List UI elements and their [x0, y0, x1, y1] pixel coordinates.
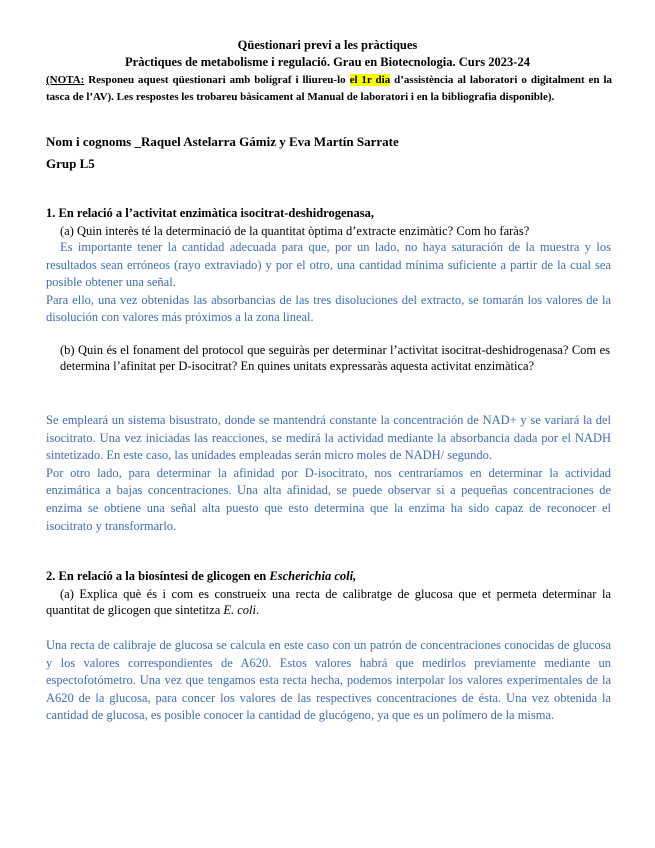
answer-1b-paragraph-1: Se empleará un sistema bisustrato, donde se mantendrá constante la concentración de NAD+ y se variará la del isocitrato. Una vez iniciadas las reacciones, se medirá la actividad mediante la absorbancia dada por el NADH sintetizado. En este caso, las unidades empleadas serán micro moles de NADH/ segundo.	[46, 413, 611, 463]
section-2-heading-text: 2. En relació a la biosíntesi de glicogen en	[46, 569, 270, 583]
question-2a-species: E. coli	[223, 603, 257, 617]
section-2-heading-species: Escherichia coli,	[269, 569, 357, 583]
answer-1a	[46, 239, 611, 327]
question-2a-text: (a) Explica què és i com es construeix una recta de calibratge de glucosa que et permeta determinar la quantitat de glicogen que sintetitza	[46, 587, 611, 617]
note-label: (NOTA:	[46, 74, 85, 86]
answer-1a-paragraph-2: Para ello, una vez obtenidas las absorbancias de las tres disoluciones del extracto, se tomarán los valores de la disolución con valores más próximos a la zona lineal.	[46, 292, 611, 325]
student-names: Nom i cognoms _Raquel Astelarra Gámiz y Eva Martín Sarrate	[46, 134, 399, 149]
answer-2a-paragraph: Una recta de calibraje de glucosa se calcula en este caso con un patrón de concentraciones conocidas de glucosa y los valores correspondientes de A620. Estos valores habrá que medirlos previamente mediante un espectofotómetro. Una vez que tengamos esta recta hecha, podemos interpolar los valores experimentales de la A620 de la glucosa, para concer los valores de las respectives concentraciones de ésta. Una vez obtenida la cantidad de glucosa, es posible conocer la cantidad de glucógeno, ya que es un polímero de la misma.	[46, 638, 611, 723]
question-1b: (b) Quin és el fonament del protocol que seguiràs per determinar l’activitat isocitrat-deshidrogenasa? Com es determina l’afinitat per D-isocitrat? En quines unitats expressaràs aquesta activitat enzimàtica?	[60, 343, 610, 373]
document-title: Qüestionari previ a les pràctiques	[237, 38, 418, 52]
note-text-after: d’assistència al laboratori o digitalment en la tasca de l’AV). Les respostes les trobareu bàsicament al Manual de laboratori i en la bibliografia disponible).	[46, 74, 613, 103]
section-1-heading: 1. En relació a l’activitat enzimàtica isocitrat-deshidrogenasa,	[46, 206, 374, 220]
question-1a: (a) Quin interès té la determinació de la quantitat òptima d’extracte enzimàtic? Com ho faràs?	[60, 224, 530, 238]
document-subtitle: Pràctiques de metabolisme i regulació. Grau en Biotecnologia. Curs 2023-24	[125, 55, 530, 69]
student-group: Grup L5	[46, 156, 95, 171]
answer-1a-paragraph-1: Es importante tener la cantidad adecuada para que, por un lado, no haya saturación de la muestra y los resultados sean erróneos (rayo extraviado) y por el otro, una cantidad mínima suficiente a partir de la cual sea posible obtener una señal.	[46, 240, 611, 290]
note-highlight: el 1r dia	[349, 74, 391, 86]
answer-2a	[46, 637, 611, 725]
instructions-note	[46, 72, 612, 106]
question-2a-end: .	[256, 603, 260, 617]
note-text-before: Responeu aquest qüestionari amb bolígraf i lliureu-lo	[84, 74, 350, 86]
answer-1b-paragraph-2: Por otro lado, para determinar la afinidad por D-isocitrato, nos centraríamos en determinar la actividad enzimática a bajas concentraciones. Una alta afinidad, se puede observar si a pequeñas concentraciones de enzima se obtiene una señal alta puesto que esto determina que la enzima ha sido capaz de reconocer el isocitrato y transformarlo.	[46, 465, 611, 533]
question-2a	[46, 586, 611, 618]
section-2-heading	[46, 569, 356, 584]
answer-1b	[46, 412, 611, 535]
